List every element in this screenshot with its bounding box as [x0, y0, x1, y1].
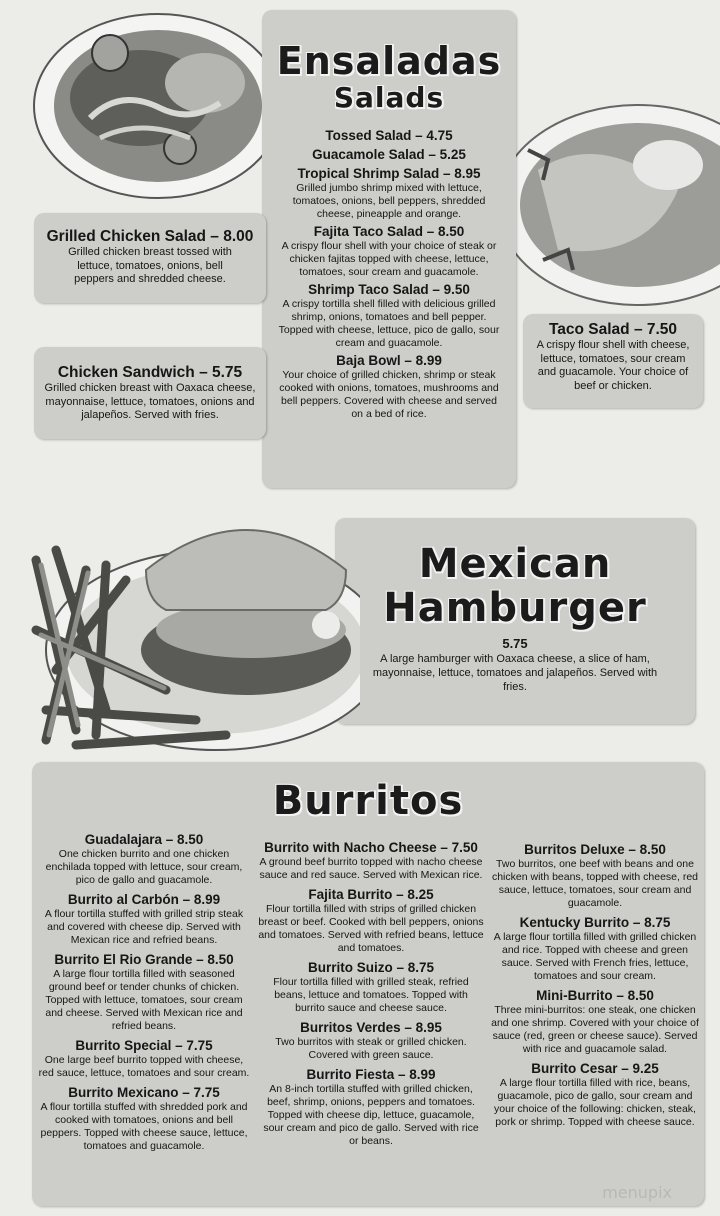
menu-item-description: A crispy flour shell with your choice of steak or chicken fajitas topped with cheese, lettuce, tomatoes, sour cream and guacamole.	[281, 240, 497, 278]
menu-item-name: Tossed Salad – 4.75	[325, 128, 453, 143]
menu-item-kentucky-burrito	[490, 915, 700, 983]
menu-item-description: A large flour tortilla filled with seasoned ground beef or tender chunks of chicken. Topped with lettuce, tomatoes, sour cream and cheese. Served with Mexican rice and refried beans.	[45, 968, 243, 1032]
menu-item-name: Burrito Fiesta – 8.99	[306, 1067, 436, 1082]
hamburger-photo	[16, 510, 360, 755]
chicken-sandwich-name: Chicken Sandwich – 5.75	[57, 364, 243, 381]
taco-salad-panel	[523, 314, 703, 408]
menu-item-baja-bowl	[274, 353, 504, 421]
grilled-chicken-salad-photo	[30, 8, 285, 203]
menu-item-description: Your choice of grilled chicken, shrimp or steak cooked with onions, tomatoes, mushrooms and bell peppers. Covered with cheese and served on a bed of rice.	[279, 369, 499, 420]
menu-item-description: A ground beef burrito topped with nacho cheese sauce and red sauce. Served with Mexican rice.	[259, 856, 483, 881]
menu-item-description: A flour tortilla stuffed with shredded pork and cooked with tomatoes, onions and bell peppers. Topped with cheese sauce, lettuce, tomatoes and guacamole.	[40, 1101, 248, 1152]
hamburger-title-line1: Mexican	[418, 541, 612, 587]
menu-item-name: Burrito Mexicano – 7.75	[68, 1085, 220, 1100]
menu-item-name: Fajita Taco Salad – 8.50	[313, 224, 465, 239]
menu-item-name: Burrito al Carbón – 8.99	[67, 892, 221, 907]
menu-item-mini-burrito	[490, 988, 700, 1056]
menu-item-name: Burrito Special – 7.75	[75, 1038, 213, 1053]
menu-item-fajita-burrito	[258, 887, 484, 955]
menu-item-description: Three mini-burritos: one steak, one chicken and one shrimp. Covered with your choice of sauce (red, green or cheese sauce). Served with rice and guacamole salad.	[491, 1004, 699, 1055]
menu-item-guadalajara	[36, 832, 252, 887]
menu-item-burrito-suizo	[258, 960, 484, 1015]
menu-item-description: A large flour tortilla filled with rice, beans, guacamole, pico de gallo, sour cream and your choice of the following: chicken, steak, pork or shrimp. Topped with cheese sauce.	[494, 1077, 696, 1128]
salads-panel	[262, 10, 516, 488]
grilled-chicken-salad-desc: Grilled chicken breast tossed with lettuce, tomatoes, onions, bell peppers and shredded cheese.	[68, 246, 232, 285]
menu-item-name: Guacamole Salad – 5.25	[312, 147, 466, 162]
burritos-title: Burritos	[272, 778, 464, 824]
menu-item-description: Grilled jumbo shrimp mixed with lettuce, tomatoes, onions, bell peppers, shredded cheese, pineapple and orange.	[292, 182, 486, 220]
menu-item-shrimp-taco-salad	[274, 282, 504, 350]
menu-item-name: Mini-Burrito – 8.50	[536, 988, 654, 1003]
burritos-column-1	[36, 832, 252, 1158]
menu-item-burritos-deluxe	[490, 842, 700, 910]
menu-item-name: Burritos Verdes – 8.95	[300, 1020, 442, 1035]
menu-item-burrito-mexicano	[36, 1085, 252, 1153]
taco-salad-desc: A crispy flour shell with cheese, lettuce, tomatoes, sour cream and guacamole. Your choice of beef or chicken.	[536, 339, 690, 392]
menu-item-burrito-special	[36, 1038, 252, 1080]
chicken-sandwich-desc: Grilled chicken breast with Oaxaca cheese, mayonnaise, lettuce, tomatoes, onions and jalapeños. Served with fries.	[44, 382, 256, 421]
chicken-sandwich-panel	[34, 347, 266, 439]
salads-list	[262, 128, 516, 421]
menu-item-description: Two burritos with steak or grilled chicken. Covered with green sauce.	[275, 1036, 467, 1061]
menu-item-fajita-taco-salad	[274, 224, 504, 279]
menu-item-name: Baja Bowl – 8.99	[336, 353, 442, 368]
watermark: menupix	[602, 1183, 672, 1202]
burritos-panel	[32, 762, 704, 1206]
salads-subtitle: Salads	[333, 81, 445, 114]
menu-item-name: Shrimp Taco Salad – 9.50	[308, 282, 470, 297]
menu-item-guacamole-salad	[274, 147, 504, 163]
menu-item-name: Tropical Shrimp Salad – 8.95	[297, 166, 481, 181]
menu-item-burrito-al-carb-n	[36, 892, 252, 947]
menu-item-name: Fajita Burrito – 8.25	[308, 887, 434, 902]
menu-item-description: One large beef burrito topped with cheese, red sauce, lettuce, tomatoes and sour cream.	[38, 1054, 250, 1079]
menu-item-burritos-verdes	[258, 1020, 484, 1062]
grilled-chicken-salad-name: Grilled Chicken Salad – 8.00	[46, 228, 254, 245]
menu-item-name: Guadalajara – 8.50	[84, 832, 204, 847]
burritos-column-3	[490, 842, 700, 1134]
taco-salad-name: Taco Salad – 7.50	[548, 321, 678, 338]
salads-title: Ensaladas	[276, 39, 502, 83]
hamburger-title-line2: Hamburger	[383, 585, 647, 631]
menu-item-description: A crispy tortilla shell filled with delicious grilled shrimp, onions, tomatoes and bell pepper. Topped with cheese, lettuce, pico de gallo, sour cream and guacamole.	[278, 298, 500, 349]
menu-item-description: Flour tortilla filled with grilled steak, refried beans, lettuce and tomatoes. Topped with burrito sauce and cheese sauce.	[273, 976, 469, 1014]
menu-item-description: A flour tortilla stuffed with grilled strip steak and covered with cheese dip. Served with Mexican rice and refried beans.	[44, 908, 244, 946]
menu-item-burrito-el-rio-grande	[36, 952, 252, 1033]
menu-item-name: Burritos Deluxe – 8.50	[524, 842, 666, 857]
menu-item-description: A large flour tortilla filled with grilled chicken and rice. Topped with cheese and green sauce. Served with French fries, lettuce, tomatoes and sour cream.	[493, 931, 697, 982]
menu-item-name: Burrito with Nacho Cheese – 7.50	[264, 840, 478, 855]
menu-item-burrito-fiesta	[258, 1067, 484, 1148]
hamburger-price: 5.75	[502, 636, 528, 651]
menu-item-description: An 8-inch tortilla stuffed with grilled chicken, beef, shrimp, onions, peppers and tomatoes. Topped with cheese dip, lettuce, guacamole, sour cream and pico de gallo. Served with rice or beans.	[263, 1083, 479, 1147]
menu-item-description: One chicken burrito and one chicken enchilada topped with lettuce, sour cream, pico de gallo and guacamole.	[45, 848, 243, 886]
menu-item-tropical-shrimp-salad	[274, 166, 504, 221]
burritos-column-2	[258, 840, 484, 1153]
menu-item-name: Burrito Cesar – 9.25	[531, 1061, 659, 1076]
grilled-chicken-salad-panel	[34, 213, 266, 303]
hamburger-desc: A large hamburger with Oaxaca cheese, a slice of ham, mayonnaise, lettuce, tomatoes and jalapeños. Served with fries.	[372, 653, 658, 693]
hamburger-panel	[335, 518, 695, 724]
menu-item-burrito-with-nacho-cheese	[258, 840, 484, 882]
menu-item-description: Two burritos, one beef with beans and one chicken with beans, topped with cheese, red sauce, lettuce, tomatoes, sour cream and guacamole.	[491, 858, 699, 909]
menu-item-burrito-cesar	[490, 1061, 700, 1129]
menu-item-name: Burrito El Rio Grande – 8.50	[54, 952, 234, 967]
menu-item-name: Burrito Suizo – 8.75	[307, 960, 435, 975]
taco-salad-photo	[498, 100, 720, 315]
menu-item-tossed-salad	[274, 128, 504, 144]
menu-item-description: Flour tortilla filled with strips of grilled chicken breast or beef. Cooked with bell peppers, onions and tomatoes. Served with refried beans, lettuce and tomatoes.	[258, 903, 484, 954]
menu-item-name: Kentucky Burrito – 8.75	[519, 915, 671, 930]
